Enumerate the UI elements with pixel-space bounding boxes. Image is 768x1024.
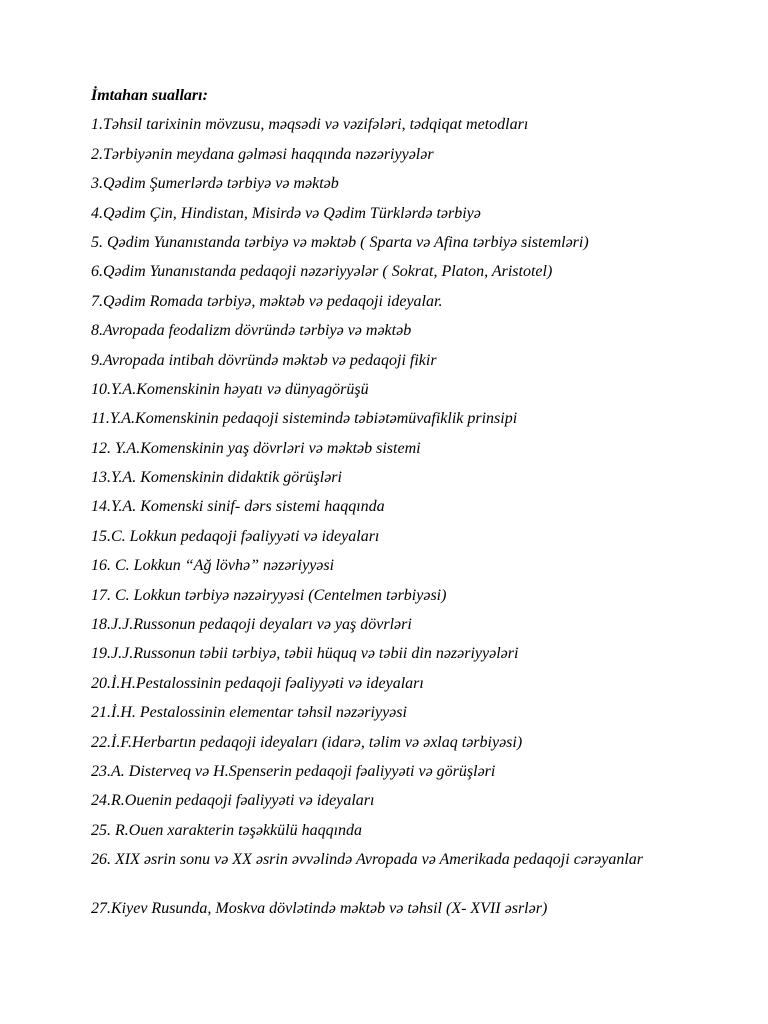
- question-item: 4.Qədim Çin, Hindistan, Misirdə və Qədim Türklərdə tərbiyə: [91, 204, 481, 222]
- question-item: 21.İ.H. Pestalossinin elementar təhsil nəzəriyyəsi: [91, 704, 407, 722]
- question-item: 1.Təhsil tarixinin mövzusu, məqsədi və vəzifələri, tədqiqat metodları: [91, 116, 529, 134]
- question-item: 6.Qədim Yunanıstanda pedaqoji nəzəriyyələr ( Sokrat, Platon, Aristotel): [91, 263, 553, 281]
- question-item: 23.A. Disterveq və H.Spenserin pedaqoji fəaliyyəti və görüşləri: [91, 762, 496, 780]
- question-item: 14.Y.A. Komenski sinif- dərs sistemi haqqında: [91, 498, 385, 516]
- question-item: 16. C. Lokkun “Ağ lövhə” nəzəriyyəsi: [91, 557, 335, 575]
- question-item: 27.Kiyev Rusunda, Moskva dövlətində məktəb və təhsil (X- XVII əsrlər): [91, 900, 548, 918]
- document-heading: İmtahan sualları:: [91, 87, 208, 104]
- question-item: 25. R.Ouen xarakterin təşəkkülü haqqında: [91, 821, 363, 839]
- question-item: 19.J.J.Russonun təbii tərbiyə, təbii hüquq və təbii din nəzəriyyələri: [91, 645, 519, 663]
- question-item: 24.R.Ouenin pedaqoji fəaliyyəti və ideyaları: [91, 792, 375, 810]
- question-item: 15.C. Lokkun pedaqoji fəaliyyəti və ideyaları: [91, 527, 380, 545]
- question-item: 20.İ.H.Pestalossinin pedaqoji fəaliyyəti və ideyaları: [91, 674, 424, 692]
- question-item: 8.Avropada feodalizm dövründə tərbiyə və məktəb: [91, 322, 412, 340]
- question-item: 18.J.J.Russonun pedaqoji deyaları və yaş dövrləri: [91, 616, 412, 634]
- question-item: 5. Qədim Yunanıstanda tərbiyə və məktəb ( Sparta və Afina tərbiyə sistemləri): [91, 233, 589, 251]
- document-body: [91, 86, 674, 929]
- question-item: 2.Tərbiyənin meydana gəlməsi haqqında nəzəriyyələr: [91, 145, 434, 163]
- question-item: 22.İ.F.Herbartın pedaqoji ideyaları (idarə, təlim və əxlaq tərbiyəsi): [91, 733, 523, 751]
- question-item: 11.Y.A.Komenskinin pedaqoji sistemində təbiətəmüvafiklik prinsipi: [91, 410, 518, 428]
- question-item: 9.Avropada intibah dövründə məktəb və pedaqoji fikir: [91, 351, 437, 369]
- question-item: 10.Y.A.Komenskinin həyatı və dünyagörüşü: [91, 380, 369, 398]
- question-item: 12. Y.A.Komenskinin yaş dövrləri və məktəb sistemi: [91, 439, 421, 457]
- question-item: 17. C. Lokkun tərbiyə nəzəiryyəsi (Centelmen tərbiyəsi): [91, 586, 447, 604]
- question-item: 13.Y.A. Komenskinin didaktik görüşləri: [91, 469, 342, 487]
- question-item: 7.Qədim Romada tərbiyə, məktəb və pedaqoji ideyalar.: [91, 292, 443, 310]
- question-item: 3.Qədim Şumerlərdə tərbiyə və məktəb: [91, 175, 339, 193]
- question-item: 26. XIX əsrin sonu və XX əsrin əvvəlində Avropada və Amerikada pedaqoji cərəyanlar: [91, 851, 643, 869]
